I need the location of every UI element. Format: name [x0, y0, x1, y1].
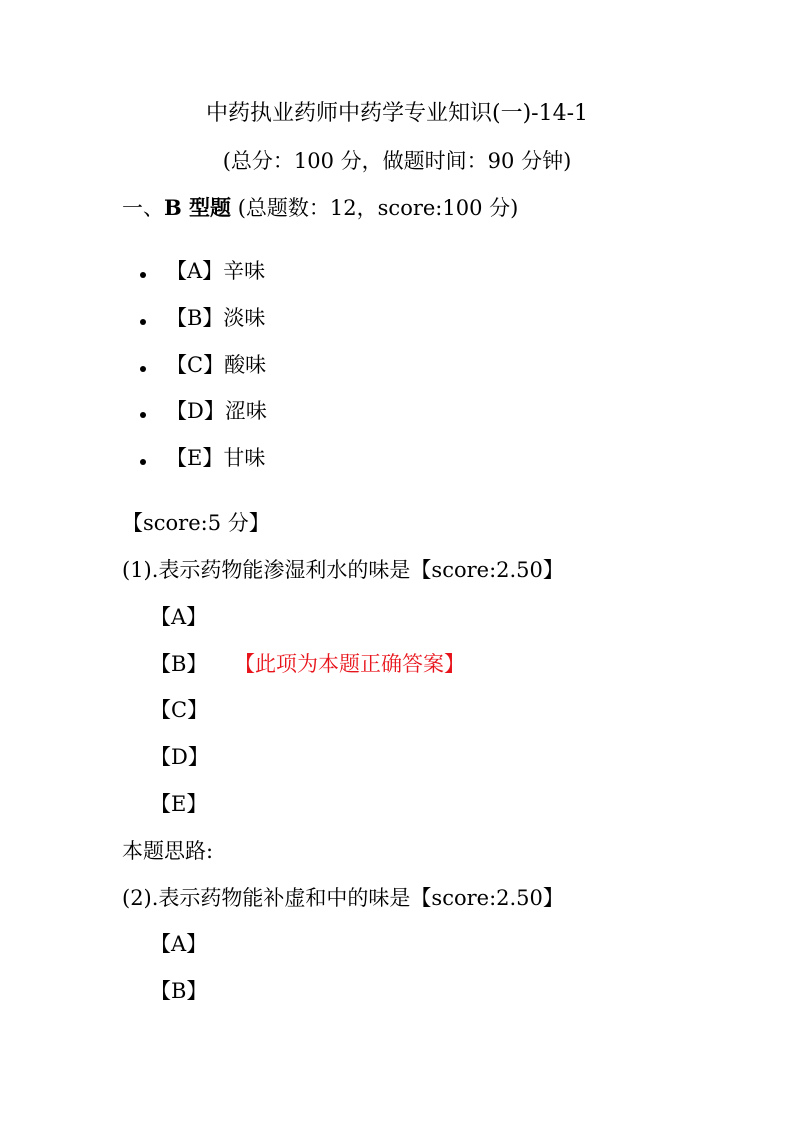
bullet-icon: [140, 412, 146, 418]
question-1-choice-a: 【A】: [150, 605, 208, 629]
option-e: 【E】甘味: [166, 446, 266, 470]
correct-answer-mark: 【此项为本题正确答案】: [234, 652, 465, 676]
bullet-icon: [140, 272, 146, 278]
question-1-choice-d: 【D】: [150, 745, 209, 769]
question-1-choice-e: 【E】: [150, 792, 208, 816]
question-2-text: (2).表示药物能补虚和中的味是【score:2.50】: [122, 886, 564, 910]
option-a: 【A】辛味: [166, 259, 266, 283]
section-type: B 型题: [164, 195, 232, 220]
bullet-icon: [140, 366, 146, 372]
question-1-text: (1).表示药物能渗湿利水的味是【score:2.50】: [122, 558, 564, 582]
bullet-icon: [140, 459, 146, 465]
question-1-choice-b: 【B】: [150, 652, 208, 676]
option-d: 【D】涩味: [166, 399, 267, 423]
document-title: 中药执业药师中药学专业知识(一)-14-1: [205, 101, 589, 126]
section-prefix: 一、: [122, 196, 164, 220]
question-1-choice-c: 【C】: [150, 698, 209, 722]
question-2-choice-b: 【B】: [150, 979, 208, 1003]
option-b: 【B】淡味: [166, 306, 266, 330]
option-c: 【C】酸味: [166, 353, 267, 377]
question-1-analysis-label: 本题思路:: [122, 839, 214, 863]
section-meta: (总题数：12，score:100 分): [231, 196, 519, 220]
document-subtitle: (总分：100 分，做题时间：90 分钟): [222, 149, 572, 173]
question-2-choice-a: 【A】: [150, 932, 208, 956]
group-score: 【score:5 分】: [122, 511, 270, 535]
bullet-icon: [140, 319, 146, 325]
section-heading: [122, 197, 518, 219]
